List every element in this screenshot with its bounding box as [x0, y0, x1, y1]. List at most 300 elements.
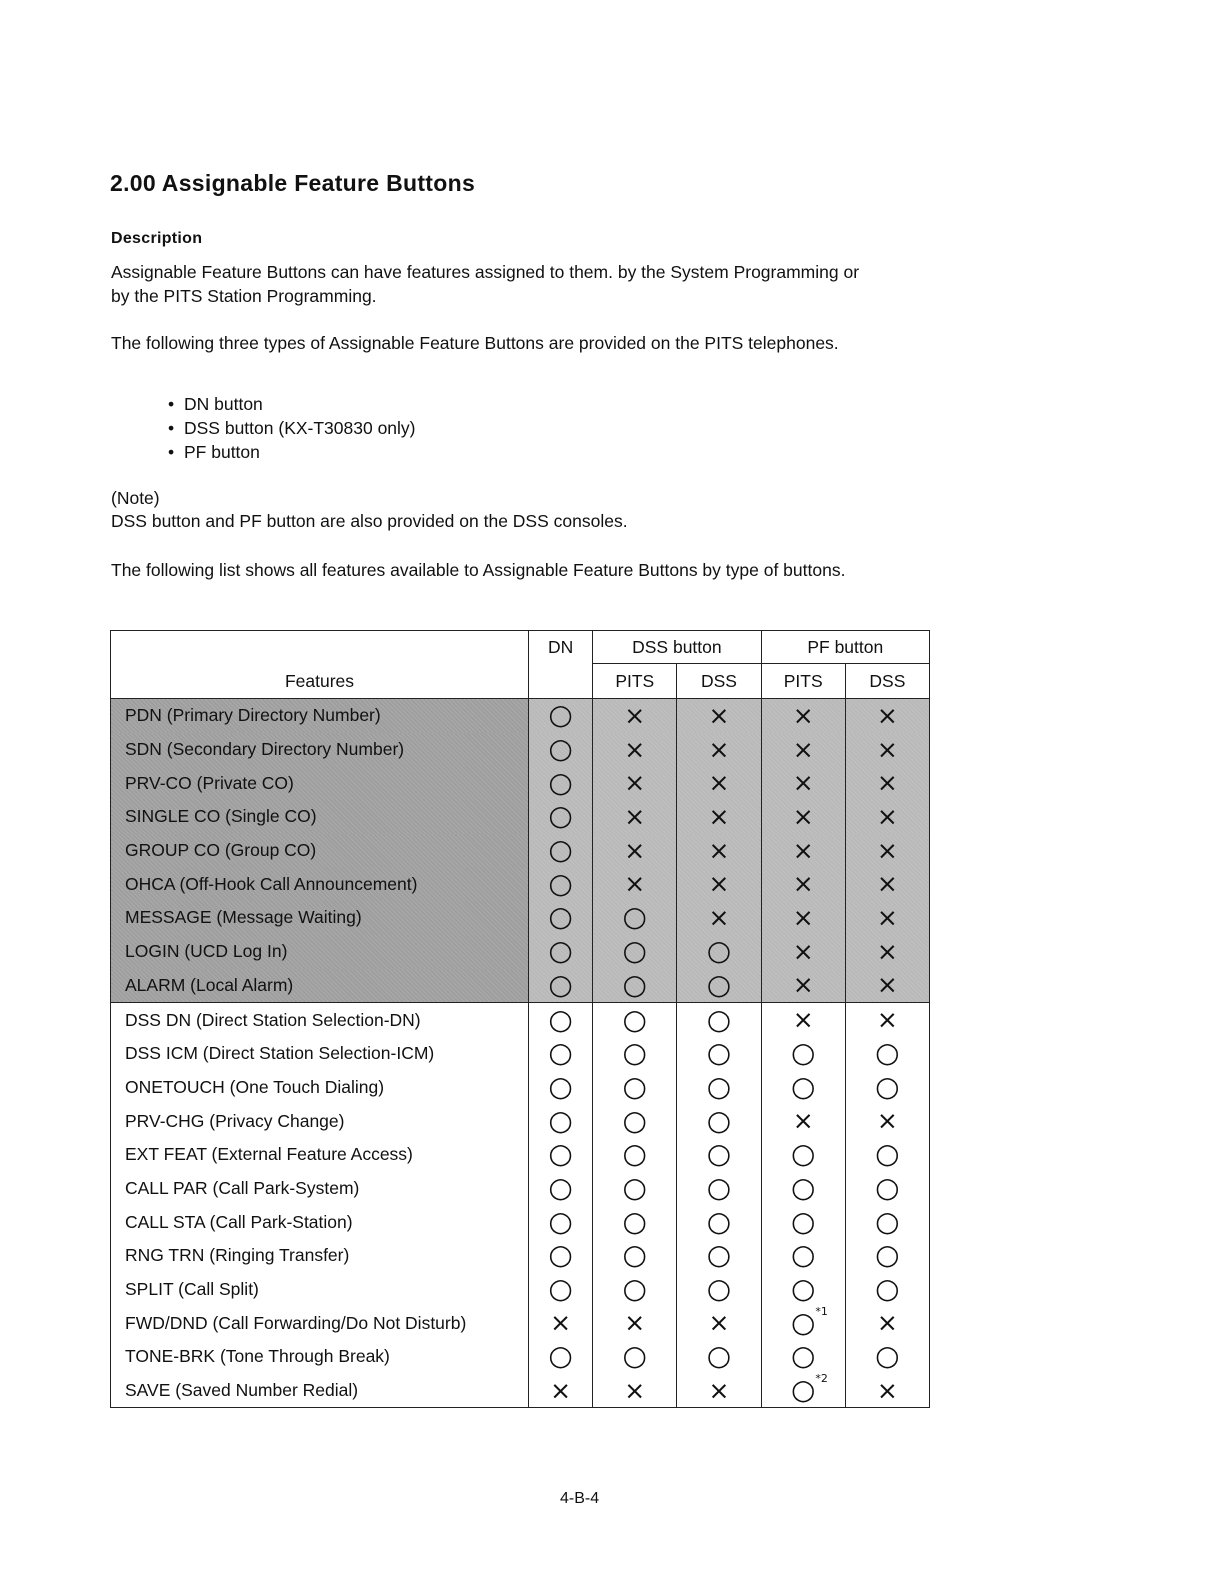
dn-header-label: DN — [547, 637, 574, 657]
unavailable-mark — [792, 835, 814, 865]
features-header-label: Features — [284, 671, 355, 691]
availability-cell — [845, 969, 929, 1003]
availability-cell — [529, 1205, 593, 1239]
mark-glyph: ○ — [790, 1272, 816, 1306]
availability-cell — [677, 766, 761, 800]
unavailable-mark — [876, 801, 898, 831]
mark-glyph: × — [876, 936, 898, 966]
available-mark — [548, 1002, 573, 1036]
availability-cell — [593, 733, 677, 767]
mark-glyph: × — [624, 801, 646, 831]
note-text: DSS button and PF button are also provided on the DSS consoles. — [111, 511, 628, 531]
availability-cell — [677, 1239, 761, 1273]
availability-cell — [529, 1104, 593, 1138]
mark-glyph: × — [708, 734, 730, 764]
availability-cell — [761, 1172, 845, 1206]
available-mark — [548, 765, 573, 799]
availability-cell — [677, 1003, 761, 1037]
availability-cell — [593, 1340, 677, 1374]
mark-glyph: × — [624, 835, 646, 865]
mark-glyph: ○ — [548, 732, 573, 766]
availability-cell — [677, 901, 761, 935]
mark-glyph: × — [792, 902, 814, 932]
unavailable-mark — [792, 1005, 814, 1035]
availability-cell — [677, 969, 761, 1003]
unavailable-mark — [708, 768, 730, 798]
unavailable-mark — [876, 936, 898, 966]
mark-glyph: ○ — [548, 900, 573, 934]
mark-glyph: ○ — [548, 1238, 573, 1272]
availability-cell — [761, 1138, 845, 1172]
mark-glyph: × — [876, 1005, 898, 1035]
availability-cell — [761, 1340, 845, 1374]
table-row — [111, 901, 930, 935]
unavailable-mark — [876, 700, 898, 730]
availability-cell — [529, 1172, 593, 1206]
intro-paragraph: Assignable Feature Buttons can have features assigned to them. by the System Programming or by the PITS Station Programming. — [111, 262, 860, 306]
feature-table-body — [111, 699, 930, 1408]
mark-glyph: ○ — [548, 1069, 573, 1103]
table-row — [111, 733, 930, 767]
availability-cell — [761, 1205, 845, 1239]
feature-name: LOGIN (UCD Log In) — [111, 935, 529, 969]
availability-cell — [593, 867, 677, 901]
availability-cell — [761, 800, 845, 834]
mark-glyph: × — [624, 734, 646, 764]
available-mark — [548, 732, 573, 766]
availability-cell — [761, 1374, 845, 1408]
mark-glyph: ○ — [548, 1204, 573, 1238]
availability-cell — [845, 867, 929, 901]
feature-name: OHCA (Off-Hook Call Announcement) — [111, 867, 529, 901]
availability-cell — [761, 1273, 845, 1307]
availability-cell — [845, 699, 929, 733]
availability-cell — [845, 733, 929, 767]
mark-glyph: ○ — [790, 1170, 816, 1204]
mark-glyph: ○ — [790, 1373, 816, 1407]
availability-cell — [761, 766, 845, 800]
mark-glyph: ○ — [875, 1170, 900, 1204]
availability-cell — [761, 969, 845, 1003]
available-mark — [622, 1339, 647, 1373]
availability-cell — [845, 901, 929, 935]
unavailable-mark — [792, 801, 814, 831]
available-mark — [790, 1170, 816, 1204]
unavailable-mark — [550, 1375, 572, 1405]
mark-glyph: ○ — [706, 1204, 732, 1238]
available-mark — [548, 934, 573, 968]
mark-glyph: × — [708, 801, 730, 831]
availability-cell — [593, 1239, 677, 1273]
feature-name: TONE-BRK (Tone Through Break) — [111, 1340, 529, 1374]
available-mark — [706, 1204, 732, 1238]
mark-glyph: ○ — [548, 1272, 573, 1306]
feature-name: PRV-CO (Private CO) — [111, 766, 529, 800]
available-mark — [548, 1238, 573, 1272]
table-row — [111, 1205, 930, 1239]
availability-cell — [677, 1071, 761, 1105]
mark-glyph: ○ — [875, 1272, 900, 1306]
mark-glyph: × — [876, 768, 898, 798]
mark-glyph: × — [876, 1375, 898, 1405]
table-row — [111, 1037, 930, 1071]
unavailable-mark — [708, 902, 730, 932]
available-mark — [790, 1272, 816, 1306]
mark-glyph: ○ — [790, 1036, 816, 1070]
mark-glyph: ○ — [548, 833, 573, 867]
available-mark — [875, 1204, 900, 1238]
available-mark — [875, 1069, 900, 1103]
feature-name: GROUP CO (Group CO) — [111, 834, 529, 868]
availability-cell — [761, 699, 845, 733]
mark-glyph: × — [792, 936, 814, 966]
availability-cell — [529, 834, 593, 868]
mark-glyph: ○ — [706, 1170, 732, 1204]
mark-glyph: ○ — [790, 1238, 816, 1272]
available-mark — [548, 1339, 573, 1373]
availability-cell — [593, 1205, 677, 1239]
availability-cell — [593, 901, 677, 935]
availability-cell — [593, 1138, 677, 1172]
feature-name: PRV-CHG (Privacy Change) — [111, 1104, 529, 1138]
mark-glyph: ○ — [548, 967, 573, 1001]
availability-cell — [593, 1273, 677, 1307]
unavailable-mark — [792, 700, 814, 730]
mark-glyph: ○ — [622, 1204, 647, 1238]
button-type-list — [168, 392, 416, 464]
unavailable-mark — [624, 1375, 646, 1405]
availability-cell — [677, 699, 761, 733]
table-row — [111, 1172, 930, 1206]
availability-cell — [845, 800, 929, 834]
mark-glyph: × — [792, 1106, 814, 1136]
availability-cell — [593, 699, 677, 733]
feature-name: SAVE (Saved Number Redial) — [111, 1374, 529, 1408]
available-mark — [875, 1238, 900, 1272]
available-mark — [875, 1036, 900, 1070]
availability-cell — [677, 834, 761, 868]
mark-glyph: ○ — [790, 1204, 816, 1238]
available-mark — [706, 967, 732, 1001]
availability-cell — [677, 1205, 761, 1239]
availability-cell — [845, 834, 929, 868]
mark-glyph: ○ — [548, 1339, 573, 1373]
feature-name: MESSAGE (Message Waiting) — [111, 901, 529, 935]
availability-cell — [761, 1037, 845, 1071]
mark-glyph: ○ — [622, 1036, 647, 1070]
availability-cell — [761, 935, 845, 969]
availability-cell — [677, 733, 761, 767]
available-mark — [548, 866, 573, 900]
mark-glyph: ○ — [875, 1339, 900, 1373]
available-mark — [706, 1036, 732, 1070]
unavailable-mark — [708, 734, 730, 764]
availability-cell — [677, 1340, 761, 1374]
mark-glyph: × — [708, 768, 730, 798]
mark-glyph: × — [792, 1005, 814, 1035]
mark-glyph: ○ — [875, 1069, 900, 1103]
availability-cell — [761, 1104, 845, 1138]
available-mark — [622, 1137, 647, 1171]
table-row — [111, 800, 930, 834]
mark-glyph: ○ — [548, 1170, 573, 1204]
mark-glyph: ○ — [548, 934, 573, 968]
availability-cell — [845, 1104, 929, 1138]
mark-glyph: ○ — [706, 1036, 732, 1070]
unavailable-mark — [624, 734, 646, 764]
availability-cell — [529, 1239, 593, 1273]
feature-name: FWD/DND (Call Forwarding/Do Not Disturb) — [111, 1306, 529, 1340]
mark-glyph: ○ — [622, 1069, 647, 1103]
mark-glyph: ○ — [790, 1339, 816, 1373]
dss-button-header: DSS button — [593, 631, 761, 664]
unavailable-mark — [624, 801, 646, 831]
mark-glyph: ○ — [548, 1036, 573, 1070]
unavailable-mark — [708, 700, 730, 730]
available-mark — [622, 1002, 647, 1036]
feature-name: SDN (Secondary Directory Number) — [111, 733, 529, 767]
description-heading: Description — [111, 230, 203, 247]
availability-cell — [593, 935, 677, 969]
availability-cell — [677, 1138, 761, 1172]
feature-name: ONETOUCH (One Touch Dialing) — [111, 1071, 529, 1105]
mark-glyph: × — [876, 970, 898, 1000]
table-row — [111, 969, 930, 1003]
available-mark — [548, 1137, 573, 1171]
available-mark — [548, 799, 573, 833]
unavailable-mark — [792, 734, 814, 764]
unavailable-mark — [792, 970, 814, 1000]
available-mark — [790, 1069, 816, 1103]
mark-glyph: ○ — [706, 1339, 732, 1373]
available-mark — [622, 1069, 647, 1103]
mark-glyph: ○ — [622, 1238, 647, 1272]
availability-cell — [677, 1172, 761, 1206]
unavailable-mark — [708, 1375, 730, 1405]
note-label: (Note) — [111, 488, 160, 508]
mark-glyph: ○ — [706, 1069, 732, 1103]
mark-glyph: ○ — [875, 1204, 900, 1238]
availability-cell — [761, 1239, 845, 1273]
mark-glyph: ○ — [706, 1272, 732, 1306]
mark-glyph: ○ — [875, 1137, 900, 1171]
feature-name: RNG TRN (Ringing Transfer) — [111, 1239, 529, 1273]
table-row — [111, 834, 930, 868]
available-mark — [548, 900, 573, 934]
unavailable-mark — [708, 1308, 730, 1338]
mark-glyph: × — [876, 700, 898, 730]
available-mark — [548, 1170, 573, 1204]
mark-glyph: ○ — [706, 1238, 732, 1272]
availability-cell — [845, 1037, 929, 1071]
section-title: 2.00 Assignable Feature Buttons — [110, 170, 476, 196]
pf-button-header: PF button — [761, 631, 929, 664]
mark-glyph: × — [550, 1308, 572, 1338]
availability-cell — [845, 1071, 929, 1105]
unavailable-mark — [876, 835, 898, 865]
unavailable-mark — [624, 700, 646, 730]
available-mark — [790, 1204, 816, 1238]
mark-glyph: × — [624, 869, 646, 899]
available-mark — [706, 1339, 732, 1373]
mark-glyph: ○ — [548, 1103, 573, 1137]
mark-glyph: ○ — [875, 1036, 900, 1070]
mark-glyph: ○ — [622, 900, 647, 934]
unavailable-mark — [624, 835, 646, 865]
table-row — [111, 1340, 930, 1374]
features-header — [111, 631, 529, 699]
available-mark — [875, 1339, 900, 1373]
mark-glyph: ○ — [622, 1170, 647, 1204]
available-mark — [622, 1204, 647, 1238]
availability-cell — [593, 1374, 677, 1408]
table-row — [111, 1003, 930, 1037]
table-row — [111, 699, 930, 733]
availability-cell — [845, 1205, 929, 1239]
availability-cell — [529, 1003, 593, 1037]
availability-cell — [593, 1306, 677, 1340]
availability-cell — [593, 834, 677, 868]
available-mark — [706, 1002, 732, 1036]
feature-name: CALL PAR (Call Park-System) — [111, 1172, 529, 1206]
feature-name: DSS ICM (Direct Station Selection-ICM) — [111, 1037, 529, 1071]
unavailable-mark — [792, 768, 814, 798]
table-row — [111, 766, 930, 800]
mark-glyph: × — [876, 1106, 898, 1136]
available-mark — [548, 833, 573, 867]
unavailable-mark — [876, 734, 898, 764]
table-row — [111, 1071, 930, 1105]
dss-pits-header: PITS — [593, 664, 677, 699]
table-row — [111, 1273, 930, 1307]
availability-cell — [677, 1374, 761, 1408]
mark-glyph: ○ — [622, 1103, 647, 1137]
available-mark — [790, 1036, 816, 1070]
unavailable-mark — [876, 768, 898, 798]
mark-glyph: × — [876, 835, 898, 865]
mark-glyph: ○ — [548, 799, 573, 833]
table-row — [111, 1138, 930, 1172]
available-mark — [790, 1372, 828, 1407]
available-mark — [706, 1272, 732, 1306]
available-mark — [622, 934, 647, 968]
mark-glyph: ○ — [548, 1137, 573, 1171]
availability-cell — [845, 935, 929, 969]
mark-glyph: ○ — [790, 1305, 816, 1339]
table-row — [111, 1239, 930, 1273]
mark-glyph: × — [550, 1375, 572, 1405]
available-mark — [548, 698, 573, 732]
mark-glyph: ○ — [622, 934, 647, 968]
table-row — [111, 1374, 930, 1408]
availability-cell — [529, 901, 593, 935]
list-item: • DSS button (KX-T30830 only) — [168, 416, 416, 440]
availability-cell — [761, 867, 845, 901]
availability-cell — [677, 1037, 761, 1071]
mark-glyph: ○ — [622, 967, 647, 1001]
unavailable-mark — [708, 801, 730, 831]
mark-glyph: × — [792, 970, 814, 1000]
unavailable-mark — [876, 1375, 898, 1405]
availability-cell — [845, 1306, 929, 1340]
available-mark — [622, 900, 647, 934]
availability-cell — [677, 1104, 761, 1138]
availability-cell — [593, 1172, 677, 1206]
available-mark — [790, 1137, 816, 1171]
table-row — [111, 935, 930, 969]
footnote-ref: *2 — [815, 1372, 828, 1386]
availability-cell — [845, 1172, 929, 1206]
feature-name: ALARM (Local Alarm) — [111, 969, 529, 1003]
mark-glyph: × — [708, 1375, 730, 1405]
mark-glyph: × — [876, 801, 898, 831]
availability-cell — [845, 1340, 929, 1374]
availability-cell — [761, 901, 845, 935]
mark-glyph: × — [876, 869, 898, 899]
types-paragraph: The following three types of Assignable Feature Buttons are provided on the PITS telephones. — [111, 333, 839, 353]
unavailable-mark — [624, 1308, 646, 1338]
availability-cell — [677, 800, 761, 834]
dss-dss-header: DSS — [677, 664, 761, 699]
availability-cell — [593, 1037, 677, 1071]
available-mark — [622, 1238, 647, 1272]
mark-glyph: ○ — [706, 1103, 732, 1137]
availability-cell — [845, 1138, 929, 1172]
mark-glyph: × — [792, 768, 814, 798]
availability-cell — [529, 1138, 593, 1172]
availability-cell — [529, 867, 593, 901]
availability-cell — [529, 800, 593, 834]
availability-cell — [761, 834, 845, 868]
availability-cell — [677, 867, 761, 901]
mark-glyph: × — [792, 801, 814, 831]
available-mark — [706, 1137, 732, 1171]
available-mark — [622, 1272, 647, 1306]
mark-glyph: ○ — [706, 967, 732, 1001]
available-mark — [875, 1272, 900, 1306]
mark-glyph: ○ — [622, 1002, 647, 1036]
feature-name: DSS DN (Direct Station Selection-DN) — [111, 1003, 529, 1037]
mark-glyph: ○ — [790, 1069, 816, 1103]
available-mark — [706, 1103, 732, 1137]
available-mark — [622, 1170, 647, 1204]
availability-cell — [593, 1003, 677, 1037]
unavailable-mark — [624, 768, 646, 798]
availability-cell — [529, 1374, 593, 1408]
availability-cell — [593, 800, 677, 834]
available-mark — [706, 1069, 732, 1103]
availability-cell — [529, 766, 593, 800]
availability-cell — [529, 1340, 593, 1374]
mark-glyph: × — [876, 734, 898, 764]
availability-cell — [761, 1003, 845, 1037]
available-mark — [622, 967, 647, 1001]
unavailable-mark — [792, 936, 814, 966]
mark-glyph: ○ — [706, 1002, 732, 1036]
dn-header — [529, 631, 593, 699]
unavailable-mark — [708, 835, 730, 865]
mark-glyph: ○ — [548, 698, 573, 732]
unavailable-mark — [876, 1308, 898, 1338]
mark-glyph: ○ — [622, 1272, 647, 1306]
unavailable-mark — [876, 869, 898, 899]
availability-cell — [677, 1273, 761, 1307]
feature-name: SPLIT (Call Split) — [111, 1273, 529, 1307]
availability-cell — [845, 1273, 929, 1307]
list-item: • PF button — [168, 440, 416, 464]
availability-cell — [593, 1071, 677, 1105]
available-mark — [706, 934, 732, 968]
